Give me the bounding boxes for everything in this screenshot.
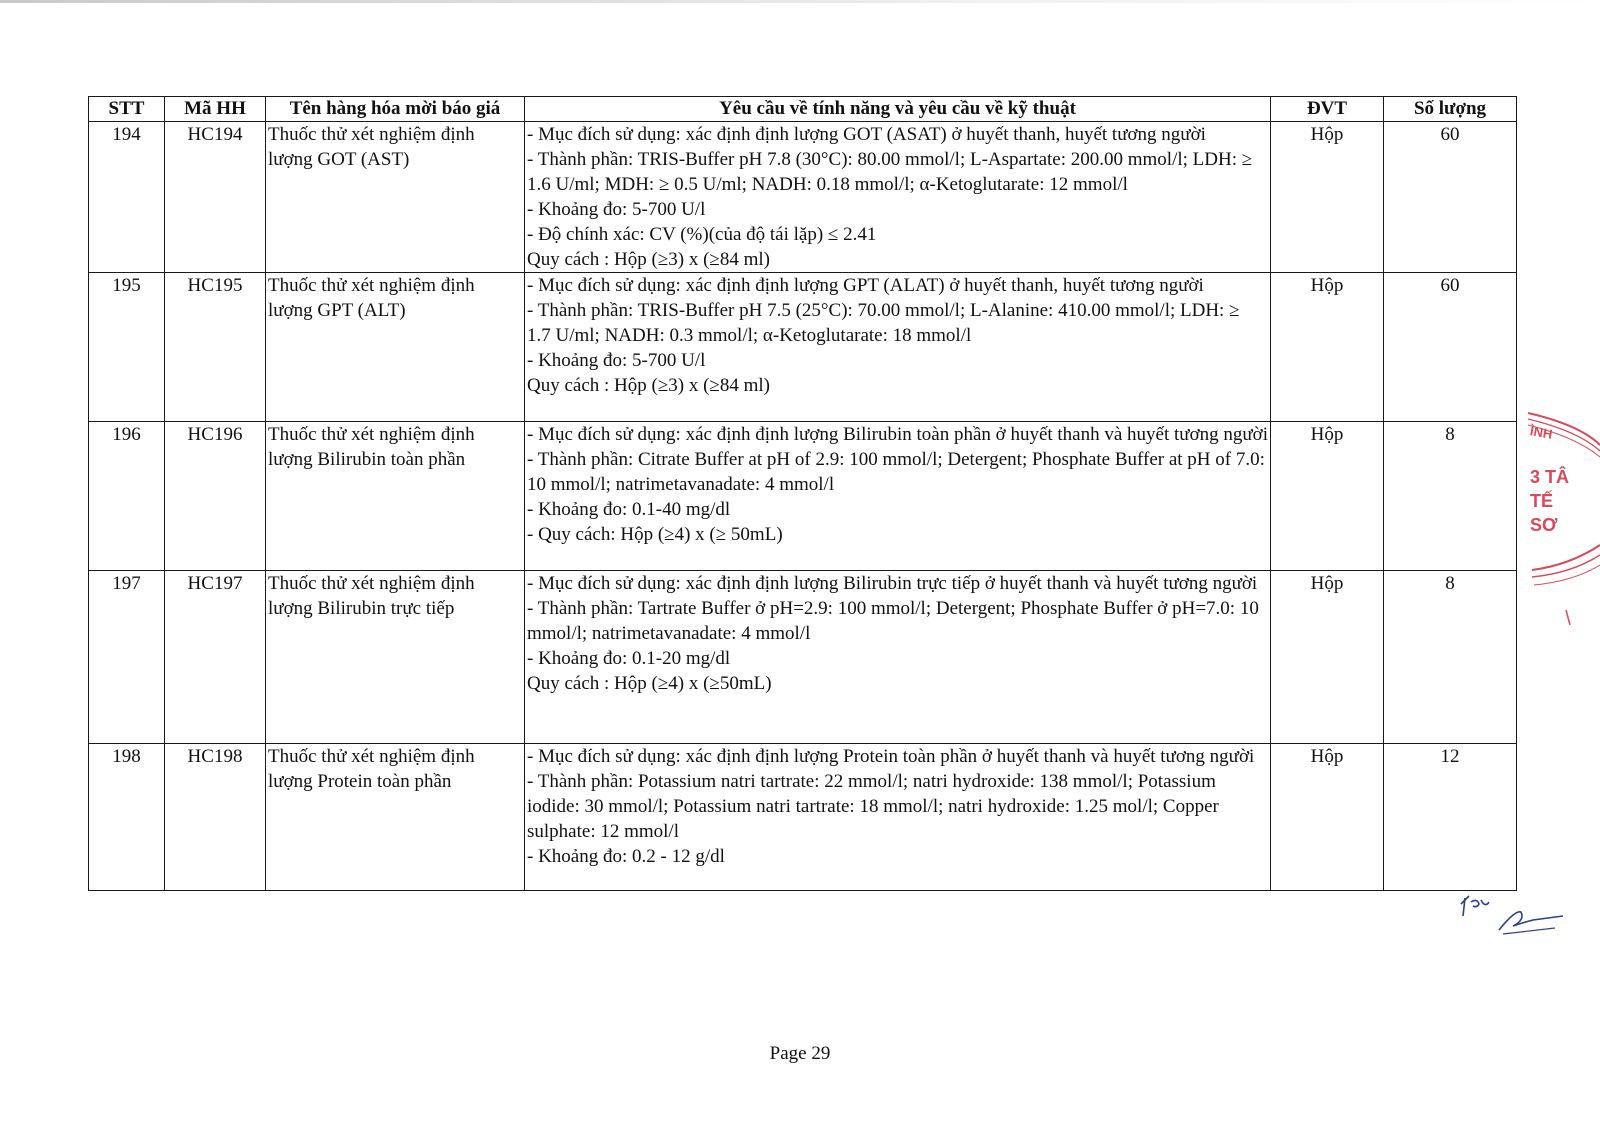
spec-line: - Mục đích sử dụng: xác định định lượng Bilirubin toàn phần ở huyết thanh và huyết tương người [527, 424, 1269, 445]
seal-text-fragment: TẾ [1530, 491, 1554, 511]
cell-stt: 197 [89, 571, 165, 744]
cell-unit: Hộp [1271, 571, 1384, 744]
cell-technical-requirements [525, 422, 1271, 571]
table-row [89, 571, 1517, 744]
cell-technical-requirements [525, 744, 1271, 891]
cell-item-name: Thuốc thử xét nghiệm định lượng Bilirubin trực tiếp [266, 571, 525, 744]
header-stt: STT [89, 97, 165, 122]
cell-unit: Hộp [1271, 422, 1384, 571]
cell-stt: 196 [89, 422, 165, 571]
header-technical-requirements: Yêu cầu về tính năng và yêu cầu về kỹ thuật [525, 97, 1271, 122]
cell-stt: 198 [89, 744, 165, 891]
spec-line: - Thành phần: Citrate Buffer at pH of 2.9: 100 mmol/l; Detergent; Phosphate Buffer at pH of 7.0: 10 mmol/l; natrimetavanadate: 4 mmol/l [527, 449, 1265, 495]
spec-line: Quy cách : Hộp (≥3) x (≥84 ml) [527, 375, 770, 396]
cell-unit: Hộp [1271, 122, 1384, 273]
header-quantity: Số lượng [1384, 97, 1517, 122]
cell-item-code: HC195 [165, 273, 266, 422]
table-header-row [89, 97, 1517, 122]
spec-line: - Quy cách: Hộp (≥4) x (≥ 50mL) [527, 524, 783, 545]
spec-line: - Khoảng đo: 0.1-20 mg/dl [527, 648, 731, 669]
spec-line: - Mục đích sử dụng: xác định định lượng GPT (ALAT) ở huyết thanh, huyết tương người [527, 275, 1204, 296]
table-row [89, 122, 1517, 273]
table-row [89, 744, 1517, 891]
spec-line: - Khoảng đo: 0.2 - 12 g/dl [527, 846, 725, 867]
spec-line: - Mục đích sử dụng: xác định định lượng Bilirubin trực tiếp ở huyết thanh và huyết tương người [527, 573, 1258, 594]
spec-line: - Thành phần: Potassium natri tartrate: 22 mmol/l; natri hydroxide: 138 mmol/l; Potassium iodide: 30 mmol/l; Potassium natri tartrate: 18 mmol/l; natri hydroxide: 1.25 mol/l; Copper sulphate: 12 mmol/l [527, 771, 1219, 842]
bid-items-table [88, 96, 1517, 891]
cell-stt: 195 [89, 273, 165, 422]
cell-quantity: 60 [1384, 273, 1517, 422]
spec-line: - Thành phần: TRIS-Buffer pH 7.5 (25°C): 70.00 mmol/l; L-Alanine: 410.00 mmol/l; LDH: ≥ 1.7 U/ml; NADH: 0.3 mmol/l; α-Ketoglutarate: 18 mmol/l [527, 300, 1240, 346]
cell-technical-requirements [525, 122, 1271, 273]
cell-item-name: Thuốc thử xét nghiệm định lượng Protein toàn phần [266, 744, 525, 891]
seal-text-fragment: 3 TÂ [1530, 467, 1570, 487]
header-item-name: Tên hàng hóa mời báo giá [266, 97, 525, 122]
cell-item-name: Thuốc thử xét nghiệm định lượng Bilirubin toàn phần [266, 422, 525, 571]
spec-line: - Độ chính xác: CV (%)(của độ tái lặp) ≤ 2.41 [527, 224, 877, 245]
spec-line: Quy cách : Hộp (≥3) x (≥84 ml) [527, 249, 770, 270]
cell-unit: Hộp [1271, 744, 1384, 891]
cell-item-name: Thuốc thử xét nghiệm định lượng GPT (ALT) [266, 273, 525, 422]
red-seal-stamp [1520, 405, 1600, 630]
spec-line: - Mục đích sử dụng: xác định định lượng GOT (ASAT) ở huyết thanh, huyết tương người [527, 124, 1206, 145]
cell-unit: Hộp [1271, 273, 1384, 422]
table-row [89, 273, 1517, 422]
page-number: Page 29 [769, 1043, 831, 1064]
seal-text-fragment: SƠ [1530, 515, 1558, 535]
seal-text-fragment: ÌNH [1528, 423, 1554, 442]
handwritten-signature [1455, 890, 1565, 940]
cell-item-code: HC194 [165, 122, 266, 273]
cell-quantity: 60 [1384, 122, 1517, 273]
cell-technical-requirements [525, 571, 1271, 744]
cell-item-code: HC197 [165, 571, 266, 744]
cell-quantity: 8 [1384, 422, 1517, 571]
cell-technical-requirements [525, 273, 1271, 422]
spec-line: - Khoảng đo: 5-700 U/l [527, 199, 706, 220]
header-unit: ĐVT [1271, 97, 1384, 122]
table-row [89, 422, 1517, 571]
spec-line: Quy cách : Hộp (≥4) x (≥50mL) [527, 673, 772, 694]
cell-quantity: 8 [1384, 571, 1517, 744]
cell-item-code: HC198 [165, 744, 266, 891]
spec-line: - Thành phần: TRIS-Buffer pH 7.8 (30°C): 80.00 mmol/l; L-Aspartate: 200.00 mmol/l; LDH: ≥ 1.6 U/ml; MDH: ≥ 0.5 U/ml; NADH: 0.18 mmol/l; α-Ketoglutarate: 12 mmol/l [527, 149, 1253, 195]
header-item-code: Mã HH [165, 97, 266, 122]
spec-line: - Mục đích sử dụng: xác định định lượng Protein toàn phần ở huyết thanh và huyết tương người [527, 746, 1255, 767]
page-top-edge [0, 0, 1600, 3]
cell-stt: 194 [89, 122, 165, 273]
cell-item-code: HC196 [165, 422, 266, 571]
spec-line: - Khoảng đo: 0.1-40 mg/dl [527, 499, 731, 520]
spec-line: - Thành phần: Tartrate Buffer ở pH=2.9: 100 mmol/l; Detergent; Phosphate Buffer ở pH=7.0: 10 mmol/l; natrimetavanadate: 4 mmol/l [527, 598, 1259, 644]
cell-quantity: 12 [1384, 744, 1517, 891]
cell-item-name: Thuốc thử xét nghiệm định lượng GOT (AST) [266, 122, 525, 273]
spec-line: - Khoảng đo: 5-700 U/l [527, 350, 706, 371]
